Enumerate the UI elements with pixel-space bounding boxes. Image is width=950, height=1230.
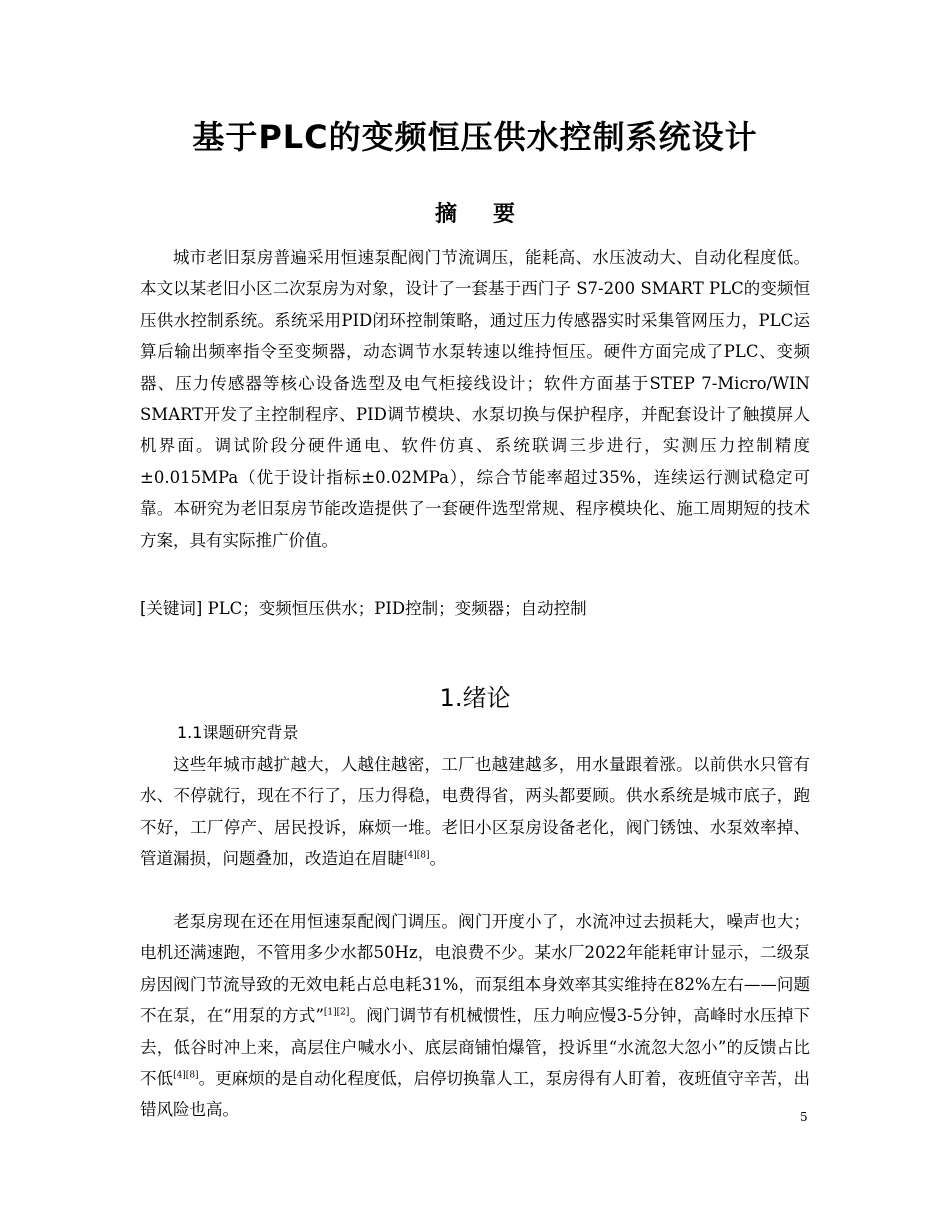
keywords-text: PLC；变频恒压供水；PID控制；变频器；自动控制 <box>207 599 587 618</box>
citation: [4][8] <box>404 850 430 861</box>
page-number: 5 <box>800 1110 808 1124</box>
abstract-heading: 摘要 <box>434 202 551 227</box>
body-paragraph-1 <box>140 749 810 875</box>
body-paragraph-2 <box>140 906 810 1126</box>
para2-text-c: 。更麻烦的是自动化程度低，启停切换靠人工，泵房得有人盯着，夜班值守辛苦，出错风险也高。 <box>140 1069 811 1120</box>
subsection-title: 1.1课题研究背景 <box>177 723 299 742</box>
para2-text-b: 。阀门调节有机械惯性，压力响应慢3-5分钟，高峰时水压掉下去，低谷时冲上来，高层住户喊水小、底层商铺怕爆管，投诉里“水流忽大忽小”的反馈占比不低 <box>140 1006 810 1089</box>
citation: [1][2] <box>323 1007 350 1018</box>
paper-title: 基于PLC的变频恒压供水控制系统设计 <box>192 118 758 156</box>
para2-text-a: 老泵房现在还在用恒速泵配阀门调压。阀门开度小了，水流冲过去损耗大，噪声也大；电机还满速跑，不管用多少水都50Hz，电浪费不少。某水厂2022年能耗审计显示，二级泵房因阀门节流导致的无效电耗占总电耗31%，而泵组本身效率其实维持在82%左右——问题不在泵，在“用泵的方式” <box>140 912 810 1026</box>
para1-text: 这些年城市越扩越大，人越住越密，工厂也越建越多，用水量跟着涨。以前供水只管有水、不停就行，现在不行了，压力得稳，电费得省，两头都要顾。供水系统是城市底子，跑不好，工厂停产、居民投诉，麻烦一堆。老旧小区泵房设备老化，阀门锈蚀、水泵效率掉、管道漏损，问题叠加，改造迫在眉睫 <box>140 755 810 869</box>
section-title: 1.绪论 <box>439 684 511 712</box>
para1-end: 。 <box>429 849 446 869</box>
keywords-line <box>140 593 810 624</box>
citation: [4][8] <box>173 1070 199 1081</box>
keywords-label: [关键词] <box>140 599 203 618</box>
abstract-text: 城市老旧泵房普遍采用恒速泵配阀门节流调压，能耗高、水压波动大、自动化程度低。本文以某老旧小区二次泵房为对象，设计了一套基于西门子 S7-200 SMART PLC的变频恒压供水控制系统。系统采用PID闭环控制策略，通过压力传感器实时采集管网压力，PLC运算后输出频率指令至变频器，动态调节水泵转速以维持恒压。硬件方面完成了PLC、变频器、压力传感器等核心设备选型及电气柜接线设计；软件方面基于STEP 7-Micro/WIN SMART开发了主控制程序、PID调节模块、水泵切换与保护程序，并配套设计了触摸屏人机界面。调试阶段分硬件通电、软件仿真、系统联调三步进行，实测压力控制精度±0.015MPa（优于设计指标±0.02MPa），综合节能率超过35%，连续运行测试稳定可靠。本研究为老旧泵房节能改造提供了一套硬件选型常规、程序模块化、施工周期短的技术方案，具有实际推广价值。 <box>140 248 810 550</box>
